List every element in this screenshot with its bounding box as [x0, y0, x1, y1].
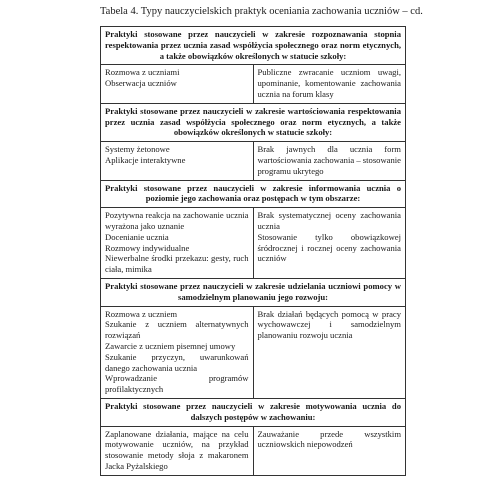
- section-header-row: [101, 278, 406, 306]
- section-header: Praktyki stosowane przez nauczycieli w zakresie informowania ucznia o poziomie jego zachowania oraz postępach w tym obszarze:: [101, 180, 406, 208]
- practice-item: Zawarcie z uczniem pisemnej umowy: [105, 340, 236, 351]
- practice-item: Brak systematycznej oceny zachowania ucznia: [257, 210, 401, 231]
- practice-item: Niewerbalne środki przekazu: gesty, ruch ciała, mimika: [105, 253, 249, 275]
- practice-item: Zauważanie przede wszystkim uczniowskich niepowodzeń: [257, 428, 401, 450]
- practice-item: Pozytywna reakcja na zachowanie ucznia wyrażona jako uznanie: [105, 210, 249, 231]
- section-header-row: [101, 180, 406, 208]
- table-caption: Tabela 4. Typy nauczycielskich praktyk oceniania zachowania uczniów – cd.: [100, 6, 423, 17]
- section-header-row: [101, 27, 406, 65]
- section-content-row: [101, 208, 406, 279]
- negative-practices-cell: [253, 142, 406, 180]
- section-header: Praktyki stosowane przez nauczycieli w zakresie motywowania ucznia do dalszych postępów w zachowaniu:: [101, 398, 406, 426]
- practice-item: Brak działań będących pomocą w pracy wychowawczej i samodzielnym planowaniu rozwoju ucznia: [257, 308, 401, 341]
- section-header: Praktyki stosowane przez nauczycieli w zakresie udzielania uczniowi pomocy w samodzielnym planowaniu jego rozwoju:: [101, 278, 406, 306]
- positive-practices-cell: [101, 65, 254, 103]
- negative-practices-cell: [253, 208, 406, 279]
- practice-item: Brak jawnych dla ucznia form wartościowania zachowania – stosowanie programu ukrytego: [257, 144, 401, 176]
- practice-item: Publiczne zwracanie uczniom uwagi, upominanie, komentowanie zachowania ucznia na forum klasy: [257, 67, 401, 99]
- negative-practices-cell: [253, 65, 406, 103]
- positive-practices-cell: [101, 208, 254, 279]
- section-header: Praktyki stosowane przez nauczycieli w zakresie wartościowania respektowania przez ucznia zasad współżycia społecznego oraz norm etycznych, a także obowiązków określonych w statucie szkoły:: [101, 103, 406, 141]
- positive-practices-cell: [101, 142, 254, 180]
- practice-item: Wprowadzanie programów profilaktycznych: [105, 373, 249, 395]
- practice-item: Szukanie z uczniem alternatywnych rozwiązań: [105, 319, 249, 341]
- section-header-row: [101, 398, 406, 426]
- positive-practices-cell: [101, 306, 254, 398]
- negative-practices-cell: [253, 306, 406, 398]
- practice-item: Obserwacja uczniów: [105, 78, 177, 89]
- section-content-row: [101, 65, 406, 103]
- positive-practices-cell: [101, 426, 254, 475]
- section-content-row: [101, 426, 406, 475]
- practice-item: Szukanie przyczyn, uwarunkowań danego zachowania ucznia: [105, 351, 249, 373]
- section-content-row: [101, 306, 406, 398]
- practice-item: Aplikacje interaktywne: [105, 154, 186, 165]
- section-content-row: [101, 142, 406, 180]
- practice-item: Docenianie ucznia: [105, 231, 169, 242]
- section-header: Praktyki stosowane przez nauczycieli w zakresie rozpoznawania stopnia respektowania przez ucznia zasad współżycia społecznego oraz norm etycznych, a także obowiązków określonych w statucie szkoły:: [101, 27, 406, 65]
- section-header-row: [101, 103, 406, 141]
- practice-item: Stosowanie tylko obowiązkowej śródrocznej i rocznej oceny zachowania uczniów: [257, 231, 401, 264]
- negative-practices-cell: [253, 426, 406, 475]
- practice-item: Zaplanowane działania, mające na celu motywowanie uczniów, na przykład stosowanie metody słoja z makaronem Jacka Pyżalskiego: [105, 428, 249, 471]
- practice-item: Rozmowy indywidualne: [105, 242, 190, 253]
- practice-item: Systemy żetonowe: [105, 144, 170, 155]
- practices-table: [100, 26, 406, 476]
- practice-item: Rozmowa z uczniami: [105, 67, 180, 78]
- practice-item: Rozmowa z uczniem: [105, 308, 178, 319]
